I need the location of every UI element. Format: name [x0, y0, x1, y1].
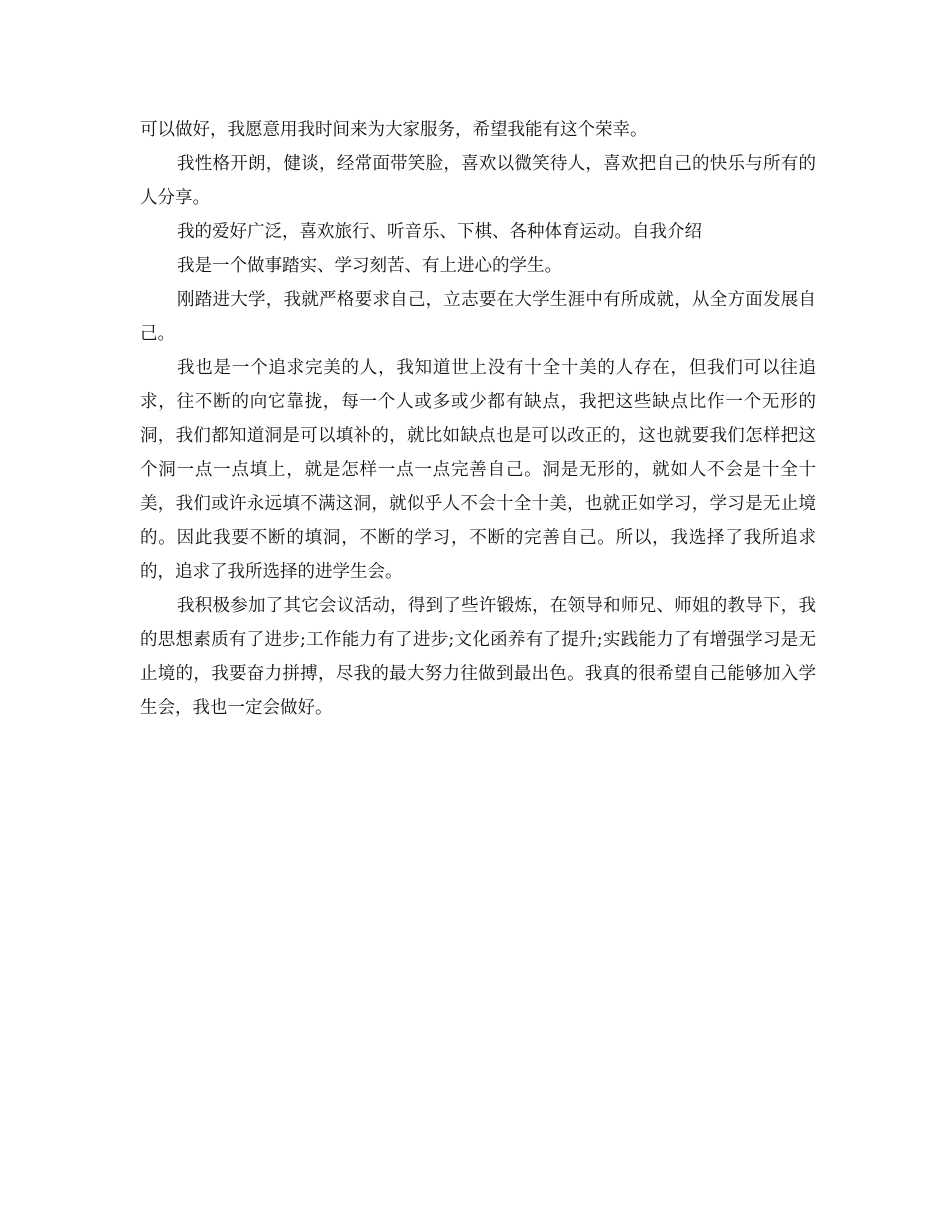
paragraph-1: 可以做好，我愿意用我时间来为大家服务，希望我能有这个荣幸。 — [140, 120, 648, 140]
paragraph-4: 我是一个做事踏实、学习刻苦、有上进心的学生。 — [177, 256, 562, 276]
paragraph-2: 我性格开朗，健谈，经常面带笑脸，喜欢以微笑待人，喜欢把自己的快乐与所有的人分享。 — [140, 154, 816, 208]
paragraph-7: 我积极参加了其它会议活动，得到了些许锻炼，在领导和师兄、师姐的教导下，我的思想素质有了进步;工作能力有了进步;文化函养有了提升;实践能力了有增强学习是无止境的，我要奋力拼搏，尽我的最大努力往做到最出色。我真的很希望自己能够加入学生会，我也一定会做好。 — [140, 596, 816, 718]
paragraph-3: 我的爱好广泛，喜欢旅行、听音乐、下棋、各种体育运动。自我介绍 — [177, 222, 702, 242]
document-body — [140, 113, 816, 725]
paragraph-5: 刚踏进大学，我就严格要求自己，立志要在大学生涯中有所成就，从全方面发展自己。 — [140, 290, 816, 344]
paragraph-6: 我也是一个追求完美的人，我知道世上没有十全十美的人存在，但我们可以往追求，往不断的向它靠拢，每一个人或多或少都有缺点，我把这些缺点比作一个无形的洞，我们都知道洞是可以填补的，就比如缺点也是可以改正的，这也就要我们怎样把这个洞一点一点填上，就是怎样一点一点完善自己。洞是无形的，就如人不会是十全十美，我们或许永远填不满这洞，就似乎人不会十全十美，也就正如学习，学习是无止境的。因此我要不断的填洞，不断的学习，不断的完善自己。所以，我选择了我所追求的，追求了我所选择的进学生会。 — [140, 358, 816, 582]
